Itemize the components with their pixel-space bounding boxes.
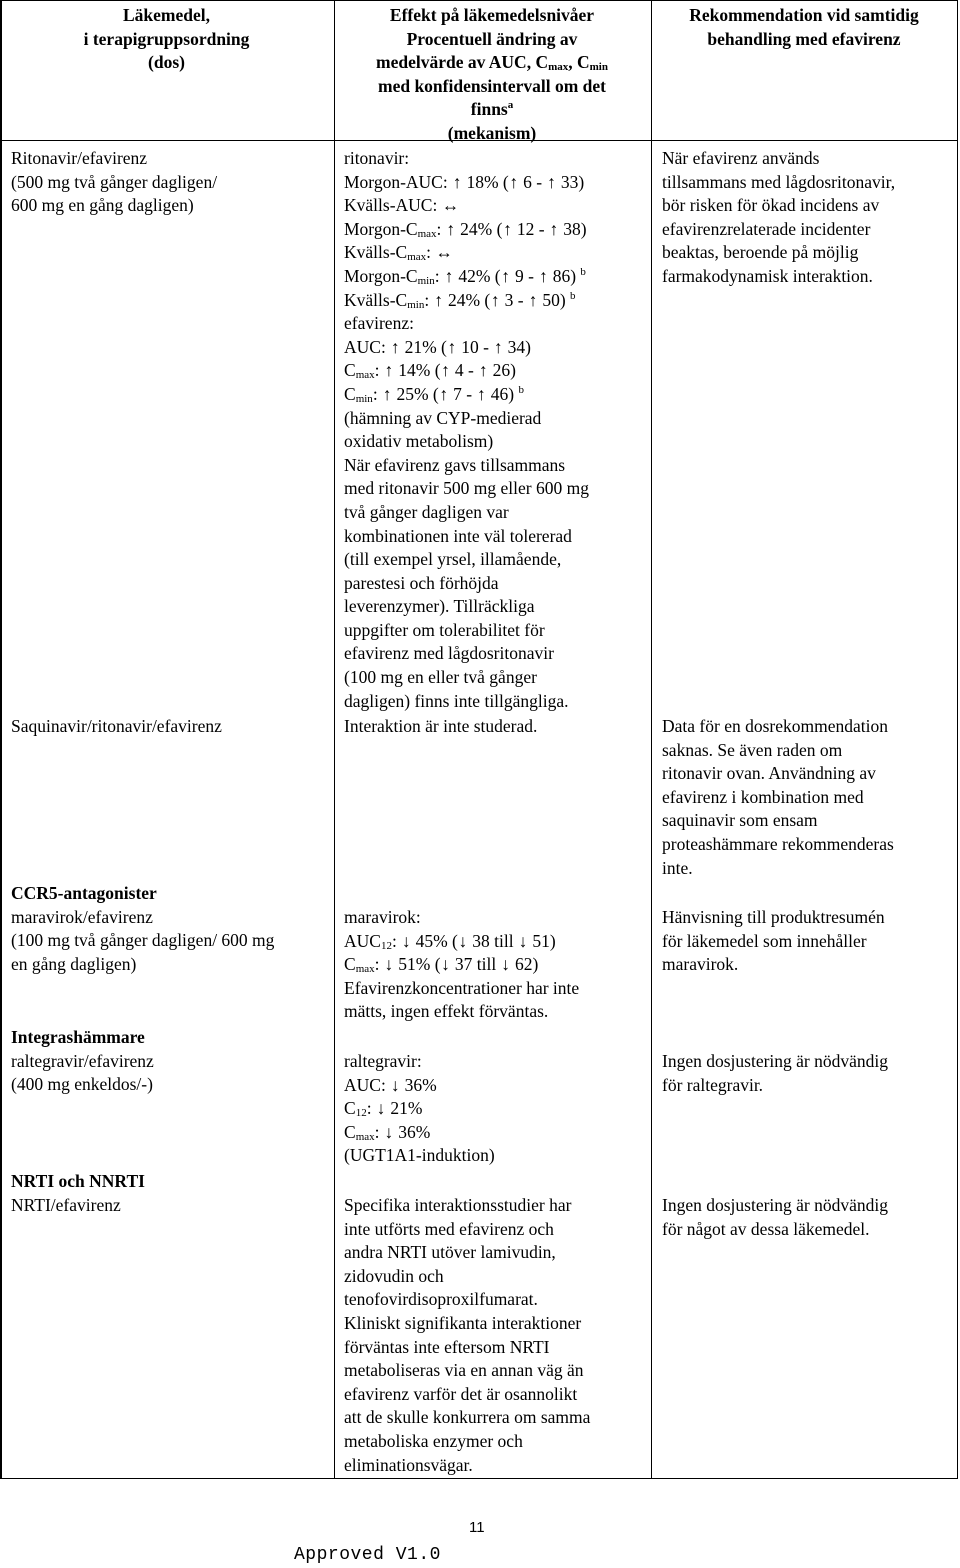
up-arrow-icon: ↑	[382, 383, 392, 404]
raltegravir-recommendation-cell: Ingen dosjustering är nödvändig för raltegravir.	[662, 1051, 888, 1095]
down-arrow-icon: ↓	[384, 954, 394, 975]
down-arrow-icon: ↓	[501, 954, 510, 975]
ritonavir-effect-cell: ritonavir: Morgon-AUC: ↑ 18% (↑ 6 - ↑ 33) Kvälls-AUC: ↔ Morgon-Cmax: ↑ 24% (↑ 12 - ↑ 38) Kvälls-Cmax: ↔ Morgon-Cmin: ↑ 42% (↑ 9 - ↑ 86) $^b$ Kvälls-Cmin: ↑ 24% (↑ 3 - ↑ 50) $^b$ efavirenz: AUC: ↑ 21% (↑ 10 - ↑ 34) Cmax: ↑ 14% (↑ 4 - ↑ 26) Cmin: ↑ 25% (↑ 7 - ↑ 46) $^b$ (hämning av CYP-medierad oxidativ metabolism) När efavirenz gavs tillsammans med ritonavir 500 mg eller 600 mg två gånger dagligen var kombinationen inte väl tolererad (till exempel yrsel, illamående, parestesi och förhöjda leverenzymer). Tillräckliga uppgifter om tolerabilitet för efavirenz med lågdosritonavir (100 mg en eller två gånger dagligen) finns inte tillgängliga.	[344, 148, 589, 711]
header-recommendation-column: Rekommendation vid samtidig behandling med efavirenz	[689, 5, 919, 49]
group-heading: NRTI och NNRTI	[11, 1171, 145, 1191]
up-arrow-icon: ↑	[452, 171, 462, 192]
up-arrow-icon: ↑	[446, 218, 456, 239]
up-arrow-icon: ↑	[493, 336, 503, 357]
up-arrow-icon: ↑	[434, 289, 443, 310]
approved-watermark: Approved V1.0	[294, 1545, 441, 1565]
down-arrow-icon: ↓	[458, 930, 468, 951]
down-arrow-icon: ↓	[441, 954, 450, 975]
down-arrow-icon: ↓	[376, 1098, 386, 1119]
column-divider	[334, 1, 335, 1478]
up-arrow-icon: ↑	[538, 265, 548, 286]
up-arrow-icon: ↑	[547, 171, 556, 192]
left-right-arrow-icon: ↔	[441, 195, 460, 216]
group-heading: Integrashämmare	[11, 1027, 145, 1047]
up-arrow-icon: ↑	[447, 336, 457, 357]
down-arrow-icon: ↓	[390, 1074, 400, 1095]
left-right-arrow-icon: ↔	[435, 242, 453, 263]
up-arrow-icon: ↑	[509, 171, 519, 192]
ritonavir-recommendation-cell: När efavirenz används tillsammans med lågdosritonavir, bör risken för ökad incidens av efavirenzrelaterade incidenter beaktas, beroende på möjlig farmakodynamisk interaktion.	[662, 148, 896, 286]
up-arrow-icon: ↑	[549, 218, 559, 239]
down-arrow-icon: ↓	[384, 1121, 394, 1142]
header-effect-column: Effekt på läkemedelsnivåer Procentuell ändring av medelvärde av AUC, Cmax, Cmin med konfidensintervall om det finns$^a$ (mekanism)	[376, 5, 608, 143]
up-arrow-icon: ↑	[477, 383, 486, 404]
up-arrow-icon: ↑	[441, 360, 450, 381]
up-arrow-icon: ↑	[478, 360, 488, 381]
nrti-recommendation-cell: Ingen dosjustering är nödvändig för något av dessa läkemedel.	[662, 1195, 888, 1239]
nrti-effect-cell: Specifika interaktionsstudier har inte utförts med efavirenz och andra NRTI utöver lamivudin, zidovudin och tenofovirdisoproxilfumarat. Kliniskt signifikanta interaktioner förväntas inte eftersom NRTI metaboliseras via en annan väg än efavirenz varför det är osannolikt att de skulle konkurrera om samma metaboliska enzymer och eliminationsvägar.	[344, 1195, 591, 1475]
page-number: 11	[469, 1519, 485, 1536]
header-drug-column: Läkemedel, i terapigruppsordning (dos)	[83, 5, 250, 73]
group-heading: CCR5-antagonister	[11, 883, 157, 903]
raltegravir-drug-cell: Integrashämmare raltegravir/efavirenz (400 mg enkeldos/-)	[11, 1027, 154, 1095]
down-arrow-icon: ↓	[401, 930, 411, 951]
maravirok-effect-cell: maravirok: AUC12: ↓ 45% (↓ 38 till ↓ 51) Cmax: ↓ 51% (↓ 37 till ↓ 62) Efavirenzkoncentrationer har inte mätts, ingen effekt förväntas.	[344, 907, 580, 1022]
ritonavir-drug-cell: Ritonavir/efavirenz (500 mg två gånger dagligen/ 600 mg en gång dagligen)	[11, 148, 218, 216]
saquinavir-recommendation-cell: Data för en dosrekommendation saknas. Se även raden om ritonavir ovan. Användning av efavirenz i kombination med saquinavir som ensam proteashämmare rekommenderas inte.	[662, 716, 894, 878]
nrti-drug-cell: NRTI och NNRTI NRTI/efavirenz	[11, 1171, 145, 1215]
up-arrow-icon: ↑	[503, 218, 512, 239]
up-arrow-icon: ↑	[439, 383, 449, 404]
up-arrow-icon: ↑	[528, 289, 538, 310]
saquinavir-drug-cell: Saquinavir/ritonavir/efavirenz	[11, 716, 222, 736]
up-arrow-icon: ↑	[444, 265, 454, 286]
up-arrow-icon: ↑	[384, 360, 394, 381]
column-divider	[651, 1, 652, 1478]
maravirok-recommendation-cell: Hänvisning till produktresumén för läkemedel som innehåller maravirok.	[662, 907, 885, 975]
saquinavir-effect-cell: Interaktion är inte studerad.	[344, 716, 538, 736]
up-arrow-icon: ↑	[390, 336, 400, 357]
raltegravir-effect-cell: raltegravir: AUC: ↓ 36% C12: ↓ 21% Cmax: ↓ 36% (UGT1A1-induktion)	[344, 1051, 495, 1166]
down-arrow-icon: ↓	[518, 930, 528, 951]
up-arrow-icon: ↑	[490, 289, 500, 310]
up-arrow-icon: ↑	[501, 265, 510, 286]
maravirok-drug-cell: CCR5-antagonister maravirok/efavirenz (100 mg två gånger dagligen/ 600 mg en gång dagligen)	[11, 883, 275, 974]
column-divider	[1, 1, 2, 1478]
